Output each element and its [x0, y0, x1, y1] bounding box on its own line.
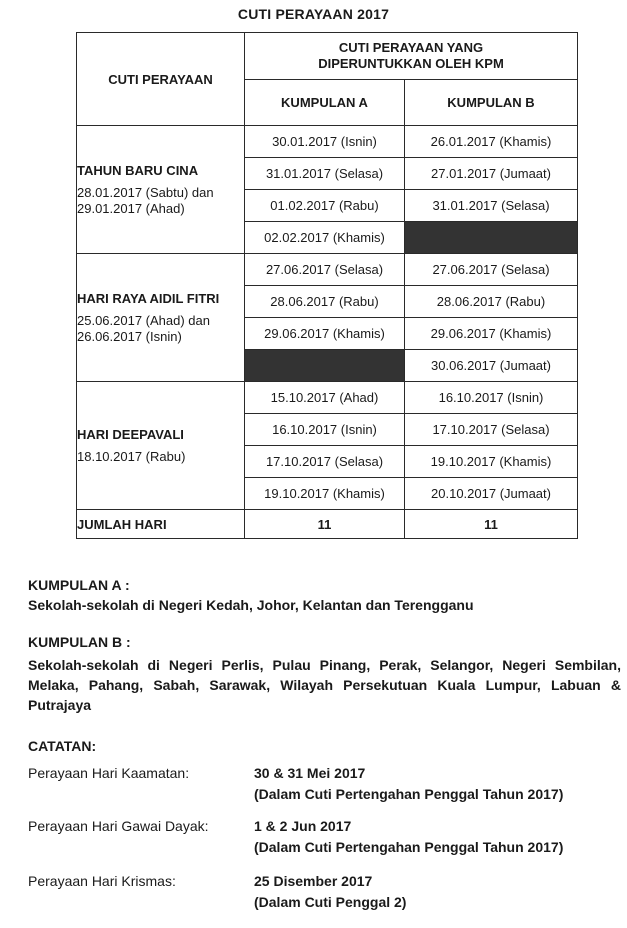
- kumpulan-b-date: 27.06.2017 (Selasa): [405, 254, 578, 286]
- kumpulan-b-date: 19.10.2017 (Khamis): [405, 446, 578, 478]
- kumpulan-b-date: 29.06.2017 (Khamis): [405, 318, 578, 350]
- header-kumpulan-b: KUMPULAN B: [405, 80, 578, 126]
- kumpulan-a-date: 30.01.2017 (Isnin): [245, 126, 405, 158]
- kumpulan-a-date: 27.06.2017 (Selasa): [245, 254, 405, 286]
- total-label: JUMLAH HARI: [77, 510, 245, 539]
- note-sub: (Dalam Cuti Penggal 2): [254, 894, 407, 910]
- total-kumpulan-a: 11: [245, 510, 405, 539]
- kumpulan-b-date: 27.01.2017 (Jumaat): [405, 158, 578, 190]
- empty-shaded-cell: [405, 222, 578, 254]
- note-value: 1 & 2 Jun 2017: [254, 818, 352, 834]
- note-label: Perayaan Hari Krismas:: [28, 873, 176, 889]
- note-label: Perayaan Hari Kaamatan:: [28, 765, 190, 781]
- note-value: 25 Disember 2017: [254, 873, 373, 889]
- kumpulan-a-date: 02.02.2017 (Khamis): [245, 222, 405, 254]
- kumpulan-b-date: 20.10.2017 (Jumaat): [405, 478, 578, 510]
- header-cuti-perayaan: CUTI PERAYAAN: [77, 33, 245, 126]
- kumpulan-a-date: 28.06.2017 (Rabu): [245, 286, 405, 318]
- kumpulan-b-date: 17.10.2017 (Selasa): [405, 414, 578, 446]
- empty-shaded-cell: [245, 350, 405, 382]
- kumpulan-a-date: 19.10.2017 (Khamis): [245, 478, 405, 510]
- total-row: [77, 510, 578, 539]
- kumpulan-b-date: 26.01.2017 (Khamis): [405, 126, 578, 158]
- header-kpm-allocation: [245, 33, 578, 80]
- holiday-cell: [77, 126, 245, 254]
- kumpulan-b-date: 31.01.2017 (Selasa): [405, 190, 578, 222]
- note-label: Perayaan Hari Gawai Dayak:: [28, 818, 209, 834]
- table-row: [77, 126, 578, 158]
- kumpulan-b-heading: KUMPULAN B :: [28, 634, 131, 650]
- table-row: [77, 382, 578, 414]
- kumpulan-b-date: 30.06.2017 (Jumaat): [405, 350, 578, 382]
- header-kumpulan-a: KUMPULAN A: [245, 80, 405, 126]
- note-sub: (Dalam Cuti Pertengahan Penggal Tahun 2017): [254, 839, 564, 855]
- kumpulan-a-heading: KUMPULAN A :: [28, 577, 130, 593]
- kumpulan-a-date: 15.10.2017 (Ahad): [245, 382, 405, 414]
- note-sub: (Dalam Cuti Pertengahan Penggal Tahun 2017): [254, 786, 564, 802]
- kumpulan-b-date: 28.06.2017 (Rabu): [405, 286, 578, 318]
- table-row: [77, 254, 578, 286]
- kumpulan-a-date: 01.02.2017 (Rabu): [245, 190, 405, 222]
- note-value: 30 & 31 Mei 2017: [254, 765, 366, 781]
- kumpulan-a-date: 17.10.2017 (Selasa): [245, 446, 405, 478]
- holiday-date: 25.06.2017 (Ahad) dan 26.06.2017 (Isnin): [77, 312, 210, 344]
- holiday-date: 28.01.2017 (Sabtu) dan 29.01.2017 (Ahad): [77, 184, 214, 216]
- kumpulan-a-date: 16.10.2017 (Isnin): [245, 414, 405, 446]
- kumpulan-b-date: 16.10.2017 (Isnin): [405, 382, 578, 414]
- holiday-name: TAHUN BARU CINA: [77, 162, 199, 178]
- holiday-cell: [77, 254, 245, 382]
- holiday-name: HARI DEEPAVALI: [77, 426, 184, 442]
- holiday-cell: [77, 382, 245, 510]
- kumpulan-a-date: 31.01.2017 (Selasa): [245, 158, 405, 190]
- total-kumpulan-b: 11: [405, 510, 578, 539]
- kumpulan-a-states: Sekolah-sekolah di Negeri Kedah, Johor, Kelantan dan Terengganu: [28, 597, 474, 613]
- holiday-table: [76, 32, 578, 539]
- holiday-date: 18.10.2017 (Rabu): [77, 448, 186, 464]
- header-kpm-text: CUTI PERAYAAN YANG DIPERUNTUKKAN OLEH KPM: [318, 40, 504, 72]
- page-title: CUTI PERAYAAN 2017: [237, 6, 390, 22]
- holiday-body: [77, 126, 578, 510]
- kumpulan-a-date: 29.06.2017 (Khamis): [245, 318, 405, 350]
- kumpulan-b-states: Sekolah-sekolah di Negeri Perlis, Pulau Pinang, Perak, Selangor, Negeri Sembilan, Melaka, Pahang, Sabah, Sarawak, Wilayah Persekutuan Kuala Lumpur, Labuan & Putrajaya: [28, 657, 621, 713]
- catatan-heading: CATATAN:: [28, 738, 97, 754]
- holiday-name: HARI RAYA AIDIL FITRI: [77, 290, 220, 306]
